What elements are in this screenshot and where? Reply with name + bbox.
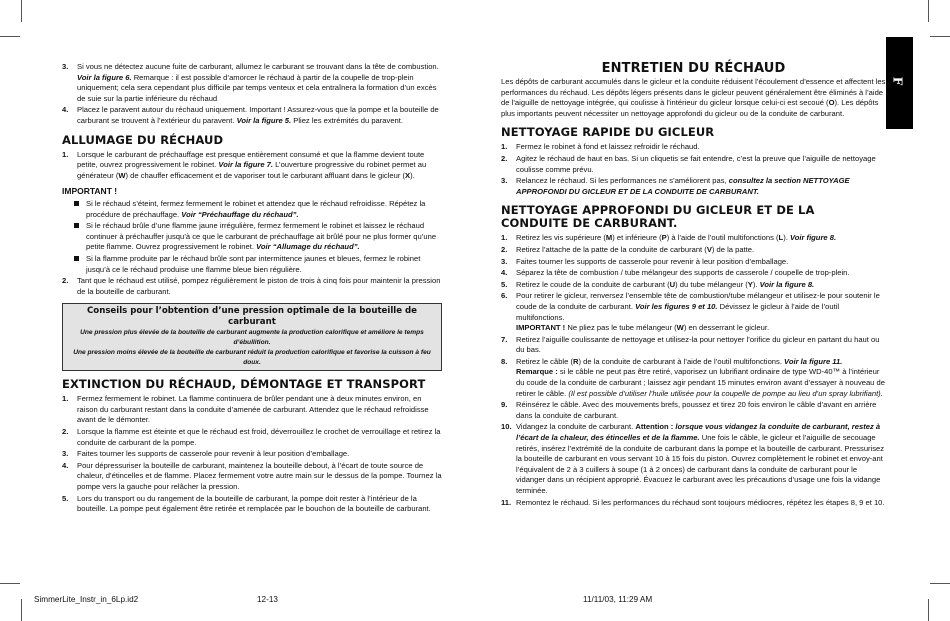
list-item: 1. Retirez les vis supérieure (M) et inférieure (P) à l’aide de l’outil multifonctions (L). Voir figure 8. <box>501 233 837 243</box>
list-item: 10. Vidangez la conduite de carburant. Attention : lorsque vous vidangez la conduite de carburant, restez à l’écart de la chaleur, des étincelles et de la flamme. Une fois le câble, le gicleur et l’aiguille de secouage retirés, insérez l’extrémité de la conduite de carburant dans la pompe et la bouteille de carburant. Pressurisez la bouteille de carburant en vous servant 10 à 15 fois du piston. Ouvrez complètement le robinet et envoy-ant l’équivalent de 2 à 3 cuillers à soupe (1 à 2 onces) de carburant dans la conduite de carburant pour le vidanger dans un récipient approprié. Évacuez le carburant avec les précautions d’usage une fois la vidange terminée. <box>501 422 885 495</box>
left-column <box>62 62 442 516</box>
right-column <box>501 62 886 509</box>
list-item: 1. Lorsque le carburant de préchauffage est presque entièrement consumé et que la flamme devient toute petite, ouvrez progressivement le robinet. Voir la figure 7. L’ouverture progressive du robinet permet au générateur (W) de chauffer efficacement et de vaporiser tout le carburant affluant dans le gicleur (X). <box>62 149 427 180</box>
list-item: 3. Faites tourner les supports de casserole pour revenir à leur position d’emballage. <box>501 256 789 266</box>
list-item: 5. Lors du transport ou du rangement de la bouteille de carburant, la pompe doit rester à l’intérieur de la bouteille. La pompe peut également être retirée et remplacée par le bouchon de la bouteille de carburant. <box>62 493 431 514</box>
list-item: 6. Pour retirer le gicleur, renversez l’ensemble tête de combustion/tube mélangeur et utilisez-le pour soutenir le coude de la conduite de carburant. Voir les figures 9 et 10. Dévissez le gicleur à l’aide de l’outil multifonctions. IMPORTANT ! Ne pliez pas le tube mélangeur (W) en desserrant le gicleur. <box>501 291 880 333</box>
section-title-approfondi: NETTOYAGE APPROFONDI DU GICLEUR ET DE LA CONDUITE DE CARBURANT. <box>501 203 815 231</box>
tips-box <box>62 303 442 371</box>
tips-line: Une pression plus élevée de la bouteille de carburant augmente la production calorifique et améliore le temps d’ébullition. <box>80 329 424 347</box>
list-item: 8. Retirez le câble (R) de la conduite de carburant à l’aide de l’outil multifonctions. Voir la figure 11. Remarque : si le câble ne peut pas être retiré, vaporisez un lubrifiant ordinaire de type WD-40™ à l’intérieur du coude de la conduite de carburant ; laissez agir pendant 15 minutes environ avant d’essayer à nouveau de retirer le câble. (Il est possible d’utiliser l’huile utilisée pour la coupelle de pompe au lieu d’un spray lubrifiant). <box>501 356 885 398</box>
crop-mark <box>928 599 929 621</box>
bullet-item: Si le réchaud s’éteint, fermez fermement le robinet et attendez que le réchaud refroidisse. Répétez la procédure de préchauffage. Voir “Préchauffage du réchaud”. <box>62 199 442 220</box>
list-item: 5. Retirez le coude de la conduite de carburant (U) du tube mélangeur (Y). Voir la figure 8. <box>501 279 815 289</box>
crop-mark <box>930 36 950 37</box>
list-item: 2. Lorsque la flamme est éteinte et que le réchaud est froid, déverrouillez le crochet de verrouillage et retirez la conduite de carburant de la pompe. <box>62 427 441 447</box>
list-item: 7. Retirez l’aiguille coulissante de nettoyage et utilisez-la pour nettoyer l’orifice du gicleur en partant du haut ou du bas. <box>501 334 880 355</box>
intro-paragraph: Les dépôts de carburant accumulés dans le gicleur et la conduite réduisent l’écoulement d’essence et affectent les performances du réchaud. Les dépôts légers présents dans le gicleur peuvent généralement être éliminés à l’aide de l’aiguille de nettoyage intégrée, qui coulisse à l’intérieur du gicleur lorsque celui-ci est secoué (O). Les dépôts plus importants peuvent nécessiter un nettoyage approfondi du gicleur ou de la conduite de carburant. <box>501 77 886 118</box>
list-item: 4. Séparez la tête de combustion / tube mélangeur des supports de casserole / coupelle de trop-plein. <box>501 268 850 278</box>
list-item: 1. Fermez le robinet à fond et laissez refroidir le réchaud. <box>501 142 700 152</box>
crop-mark <box>21 0 22 22</box>
crop-mark <box>928 0 929 22</box>
list-item: 3. Faites tourner les supports de casserole pour revenir à leur position d’emballage. <box>62 449 350 459</box>
crop-mark <box>930 583 950 584</box>
footer-date: 11/11/03, 11:29 AM <box>583 595 653 604</box>
list-item: 2. Agitez le réchaud de haut en bas. Si un cliquetis se fait entendre, c’est la preuve que l’aiguille de nettoyage coulisse comme prévu. <box>501 153 876 174</box>
tips-line: Une pression moins élevée de la bouteille de carburant réduit la production calorifique et favorise la cuisson à feu doux. <box>73 349 431 367</box>
list-item: 3. Relancez le réchaud. Si les performances ne s’améliorent pas, consultez la section NETTOYAGE APPROFONDI DU GICLEUR ET DE LA CONDUITE DE CARBURANT. <box>501 176 850 196</box>
list-item: 2. Tant que le réchaud est utilisé, pompez régulièrement le piston de trois à cinq fois pour maintenir la pression de la bouteille de carburant. <box>62 276 441 296</box>
crop-mark <box>21 599 22 621</box>
bullet-item: Si la flamme produite par le réchaud brûle sont par intermittence jaunes et bleues, fermez le robinet jusqu’à ce le réchaud produise une flamme bleue bien régulière. <box>62 254 442 275</box>
list-item: 2. Retirez l’attache de la patte de la conduite de carburant (V) de la patte. <box>501 244 755 254</box>
footer-filename: SimmerLite_Instr_in_6Lp.id2 <box>34 595 139 604</box>
bullet-item: Si le réchaud brûle d’une flamme jaune irrégulière, fermez fermement le robinet et laissez le réchaud continuer à préchauffer jusqu’à ce que le carburant de préchauffage ait brûlé pour ne plus former qu’une petite flamme. Ouvrez progressivement le robinet. Voir “Allumage du réchaud”. <box>62 221 442 253</box>
list-item: 1. Fermez fermement le robinet. La flamme continuera de brûler pendant une à deux minutes environ, en raison du carburant restant dans la conduite d’amenée de carburant. Attendez que le réchaud refroidisse avant de le démonter. <box>62 394 429 425</box>
list-item: 11. Remontez le réchaud. Si les performances du réchaud sont toujours médiocres, répétez les étapes 8, 9 et 10. <box>501 497 885 507</box>
tips-title: Conseils pour l’obtention d’une pression optimale de la bouteille de carburant <box>86 306 418 328</box>
important-heading: IMPORTANT ! <box>62 186 118 197</box>
list-item: 4. Pour dépressuriser la bouteille de carburant, maintenez la bouteille debout, à l’écart de toute source de chaleur, d’étincelles et de flamme. Placez fermement votre autre main sur le dessus de la pompe. Tournez la pompe vers la gauche pour relâcher la pression. <box>62 460 442 492</box>
crop-mark <box>0 36 20 37</box>
list-item: 3. Si vous ne détectez aucune fuite de carburant, allumez le carburant se trouvant dans la tête de combustion. Voir la figure 6. Remarque : il est possible d’amorcer le réchaud à partir de la coupelle de trop-plein uniquement; cela sera cependant plus difficile par temps venteux et cela entraînera la formation d’un excès de suie sur la partie inférieure du réchaud <box>62 62 439 103</box>
section-title-rapide: NETTOYAGE RAPIDE DU GICLEUR <box>501 125 715 140</box>
language-letter: F <box>890 76 905 86</box>
section-title-allumage: ALLUMAGE DU RÉCHAUD <box>62 132 224 147</box>
section-title-extinction: EXTINCTION DU RÉCHAUD, DÉMONTAGE ET TRANSPORT <box>62 377 426 392</box>
footer-pages: 12-13 <box>257 595 278 604</box>
crop-mark <box>0 583 20 584</box>
list-item: 9. Réinsérez le câble. Avec des mouvements brefs, poussez et tirez 20 fois environ le câble d’avant en arrière dans la conduite de carburant. <box>501 400 877 420</box>
language-tab <box>886 37 913 129</box>
page-title: ENTRETIEN DU RÉCHAUD <box>601 61 786 76</box>
list-item: 4. Placez le paravent autour du réchaud uniquement. Important ! Assurez-vous que la pompe et la bouteille de carburant se trouvent à l’extérieur du paravent. Voir la figure 5. Pliez les extrémités du paravent. <box>62 105 439 125</box>
